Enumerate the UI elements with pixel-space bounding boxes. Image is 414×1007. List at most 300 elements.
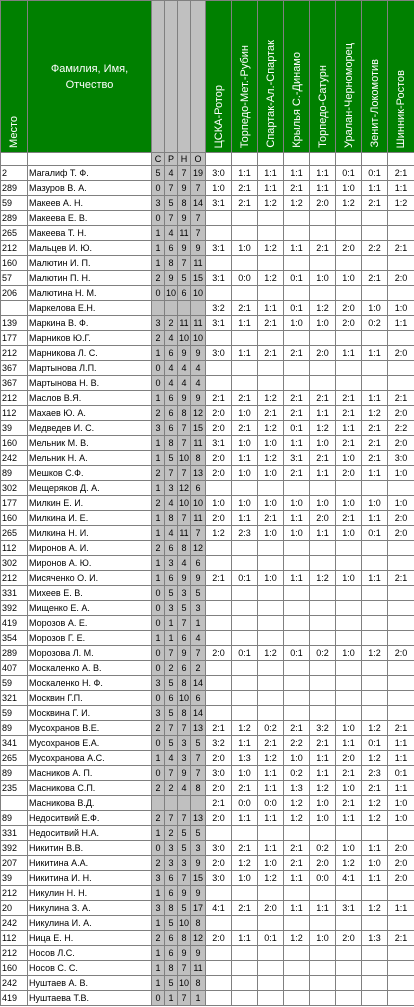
place-cell: 392 — [1, 601, 28, 616]
stat-cell: 10 — [178, 496, 191, 511]
prediction-cell — [206, 361, 232, 376]
prediction-cell — [258, 256, 284, 271]
prediction-cell — [206, 661, 232, 676]
table-row — [1, 361, 414, 376]
prediction-cell — [388, 676, 414, 691]
table-row — [1, 391, 414, 406]
prediction-cell: 2:0 — [206, 751, 232, 766]
prediction-cell: 2:1 — [206, 571, 232, 586]
stat-cell: 11 — [191, 511, 206, 526]
prediction-cell: 2:1 — [284, 391, 310, 406]
prediction-cell — [310, 826, 336, 841]
stat-cell: 1 — [152, 631, 165, 646]
prediction-cell: 0:2 — [284, 766, 310, 781]
prediction-cell — [362, 556, 388, 571]
table-row — [1, 961, 414, 976]
prediction-cell: 1:0 — [258, 526, 284, 541]
prediction-cell — [232, 541, 258, 556]
table-row — [1, 616, 414, 631]
prediction-cell: 1:0 — [232, 436, 258, 451]
place-cell: 265 — [1, 226, 28, 241]
stat-cell: 8 — [178, 196, 191, 211]
stat-cell: 4 — [178, 376, 191, 391]
prediction-cell: 3:0 — [388, 451, 414, 466]
stat-cell — [191, 796, 206, 811]
prediction-cell — [310, 916, 336, 931]
stat-cell: 12 — [178, 481, 191, 496]
prediction-cell: 1:2 — [362, 901, 388, 916]
stat-cell: 3 — [152, 421, 165, 436]
stat-cell: 7 — [178, 811, 191, 826]
prediction-cell — [258, 286, 284, 301]
prediction-cell: 1:0 — [310, 811, 336, 826]
prediction-cell — [336, 706, 362, 721]
name-cell: Недоситвий Н.А. — [28, 826, 152, 841]
stat-cell — [178, 796, 191, 811]
prediction-cell — [232, 631, 258, 646]
prediction-cell: 1:2 — [258, 646, 284, 661]
prediction-cell — [362, 541, 388, 556]
name-cell: Недоситвий Е.Ф. — [28, 811, 152, 826]
prediction-cell: 2:3 — [362, 766, 388, 781]
prediction-cell: 2:0 — [258, 901, 284, 916]
stat-cell: 9 — [178, 571, 191, 586]
prediction-cell — [310, 706, 336, 721]
prediction-cell — [206, 946, 232, 961]
stat-label-exact: Р — [165, 153, 178, 166]
name-cell: Махаев Ю. А. — [28, 406, 152, 421]
prediction-cell: 2:1 — [232, 301, 258, 316]
prediction-cell: 1:2 — [258, 421, 284, 436]
prediction-cell — [336, 601, 362, 616]
prediction-cell — [232, 286, 258, 301]
prediction-cell — [388, 616, 414, 631]
prediction-cell — [232, 586, 258, 601]
place-cell: 419 — [1, 616, 28, 631]
prediction-cell: 1:1 — [362, 181, 388, 196]
prediction-cell — [310, 886, 336, 901]
table-row — [1, 931, 414, 946]
prediction-cell — [388, 991, 414, 1006]
table-row — [1, 211, 414, 226]
stat-cell — [191, 301, 206, 316]
table-row — [1, 451, 414, 466]
stat-cell: 5 — [165, 706, 178, 721]
stat-cell: 3 — [152, 871, 165, 886]
prediction-cell — [206, 376, 232, 391]
prediction-cell: 0:1 — [284, 301, 310, 316]
place-cell: 367 — [1, 376, 28, 391]
match-header: Торпедо-Мет.-Рубин — [232, 1, 258, 153]
stat-cell: 7 — [191, 211, 206, 226]
stat-cell: 7 — [165, 811, 178, 826]
prediction-cell: 1:1 — [258, 781, 284, 796]
prediction-cell — [336, 586, 362, 601]
prediction-cell: 1:2 — [310, 571, 336, 586]
table-row — [1, 511, 414, 526]
prediction-cell: 1:1 — [284, 166, 310, 181]
prediction-cell: 1:0 — [362, 856, 388, 871]
prediction-cell: 2:1 — [258, 511, 284, 526]
prediction-cell — [284, 211, 310, 226]
stat-cell: 3 — [152, 901, 165, 916]
name-cell: Макеева Т. Н. — [28, 226, 152, 241]
name-cell: Милкин Е. И. — [28, 496, 152, 511]
prediction-cell: 1:2 — [362, 751, 388, 766]
prediction-cell — [362, 631, 388, 646]
stat-cell: 8 — [178, 931, 191, 946]
stat-cell: 0 — [152, 646, 165, 661]
prediction-cell: 1:3 — [284, 781, 310, 796]
prediction-cell: 2:1 — [232, 901, 258, 916]
prediction-cell: 1:1 — [336, 736, 362, 751]
prediction-cell — [232, 376, 258, 391]
place-cell: 302 — [1, 481, 28, 496]
name-cell: Носов С. С. — [28, 961, 152, 976]
prediction-cell: 3:2 — [206, 736, 232, 751]
stat-cell: 9 — [178, 646, 191, 661]
stat-cell: 9 — [191, 886, 206, 901]
prediction-cell — [336, 961, 362, 976]
prediction-cell: 1:0 — [258, 856, 284, 871]
prediction-cell: 1:0 — [388, 466, 414, 481]
name-cell: Масникова В.Д. — [28, 796, 152, 811]
name-cell: Ница Е. Н. — [28, 931, 152, 946]
name-cell: Мещеряков Д. А. — [28, 481, 152, 496]
prediction-cell — [232, 676, 258, 691]
prediction-cell: 1:2 — [258, 271, 284, 286]
prediction-cell: 2:0 — [336, 241, 362, 256]
prediction-cell — [388, 706, 414, 721]
prediction-cell: 0:1 — [232, 646, 258, 661]
place-cell: 235 — [1, 781, 28, 796]
prediction-cell: 2:1 — [232, 781, 258, 796]
stat-cell: 0 — [152, 601, 165, 616]
prediction-cell: 1:0 — [336, 451, 362, 466]
name-cell: Медведев И. С. — [28, 421, 152, 436]
place-cell — [1, 301, 28, 316]
prediction-cell — [310, 961, 336, 976]
prediction-cell: 2:0 — [388, 346, 414, 361]
name-cell: Маслов В.Я. — [28, 391, 152, 406]
table-row — [1, 721, 414, 736]
prediction-cell — [336, 826, 362, 841]
prediction-cell: 2:1 — [284, 721, 310, 736]
prediction-cell: 1:2 — [362, 406, 388, 421]
place-cell: 289 — [1, 211, 28, 226]
stat-cell: 9 — [178, 886, 191, 901]
prediction-cell: 1:1 — [258, 181, 284, 196]
prediction-cell — [336, 256, 362, 271]
stat-cell: 7 — [178, 616, 191, 631]
prediction-cell: 1:2 — [310, 301, 336, 316]
stat-cell: 9 — [178, 946, 191, 961]
place-cell: 242 — [1, 916, 28, 931]
stat-cell — [165, 796, 178, 811]
table-row — [1, 181, 414, 196]
prediction-cell: 2:0 — [388, 406, 414, 421]
prediction-cell: 0:2 — [310, 841, 336, 856]
prediction-cell — [258, 916, 284, 931]
prediction-cell: 2:0 — [388, 271, 414, 286]
stat-cell: 10 — [191, 286, 206, 301]
table-row — [1, 841, 414, 856]
prediction-cell — [310, 601, 336, 616]
stat-cell: 2 — [152, 466, 165, 481]
place-cell: 341 — [1, 736, 28, 751]
stat-cell: 4 — [178, 556, 191, 571]
stat-cell: 8 — [191, 916, 206, 931]
stat-cell: 5 — [191, 826, 206, 841]
prediction-cell: 2:1 — [388, 391, 414, 406]
name-cell: Никитин В.В. — [28, 841, 152, 856]
table-row — [1, 166, 414, 181]
prediction-cell: 2:0 — [206, 811, 232, 826]
stat-cell: 13 — [191, 811, 206, 826]
prediction-cell: 2:1 — [336, 511, 362, 526]
stat-cell: 15 — [191, 271, 206, 286]
prediction-cell: 1:1 — [362, 571, 388, 586]
prediction-cell: 3:2 — [310, 721, 336, 736]
stat-cell: 7 — [191, 766, 206, 781]
stat-cell: 1 — [165, 991, 178, 1006]
prediction-cell — [310, 976, 336, 991]
prediction-cell — [258, 601, 284, 616]
prediction-cell — [232, 916, 258, 931]
prediction-cell: 0:1 — [388, 766, 414, 781]
stat-cell: 3 — [191, 601, 206, 616]
name-cell: Милкина Н. И. — [28, 526, 152, 541]
subheader-empty — [388, 153, 414, 166]
name-cell: Малютин П. Н. — [28, 271, 152, 286]
stat-cell: 6 — [165, 931, 178, 946]
prediction-cell: 3:1 — [206, 271, 232, 286]
stat-cell: 9 — [165, 271, 178, 286]
prediction-cell — [388, 961, 414, 976]
prediction-cell: 0:0 — [310, 871, 336, 886]
stat-cell: 8 — [165, 256, 178, 271]
prediction-cell: 1:0 — [232, 406, 258, 421]
place-cell: 2 — [1, 166, 28, 181]
prediction-cell — [258, 361, 284, 376]
prediction-cell — [362, 601, 388, 616]
prediction-cell: 1:2 — [284, 931, 310, 946]
stat-cell: 10 — [165, 286, 178, 301]
stat-cell: 5 — [165, 451, 178, 466]
prediction-cell: 1:1 — [310, 526, 336, 541]
place-cell: 212 — [1, 241, 28, 256]
prediction-cell: 1:1 — [310, 166, 336, 181]
prediction-cell: 2:1 — [362, 271, 388, 286]
prediction-cell: 2:1 — [258, 736, 284, 751]
place-cell: 212 — [1, 346, 28, 361]
stat-cell: 8 — [191, 451, 206, 466]
stat-cell: 8 — [165, 961, 178, 976]
stat-cell: 4 — [165, 331, 178, 346]
prediction-cell: 1:1 — [232, 931, 258, 946]
prediction-cell — [336, 211, 362, 226]
prediction-cell — [206, 481, 232, 496]
stat-cell: 1 — [152, 241, 165, 256]
place-cell: 160 — [1, 961, 28, 976]
prediction-cell: 2:1 — [284, 856, 310, 871]
prediction-cell — [232, 976, 258, 991]
prediction-cell — [284, 691, 310, 706]
table-row — [1, 976, 414, 991]
prediction-cell: 1:0 — [336, 841, 362, 856]
prediction-cell — [362, 826, 388, 841]
prediction-cell — [206, 691, 232, 706]
prediction-cell: 1:0 — [258, 571, 284, 586]
prediction-cell: 1:0 — [310, 931, 336, 946]
stat-cell: 2 — [152, 406, 165, 421]
name-cell: Магалиф Т. Ф. — [28, 166, 152, 181]
prediction-cell — [388, 211, 414, 226]
stat-cell: 9 — [178, 181, 191, 196]
prediction-cell: 1:1 — [232, 811, 258, 826]
stat-cell: 2 — [152, 931, 165, 946]
name-cell: Макеев А. Н. — [28, 196, 152, 211]
prediction-cell — [258, 586, 284, 601]
stat-cell: 5 — [191, 736, 206, 751]
place-cell: 265 — [1, 526, 28, 541]
subheader-empty — [28, 153, 152, 166]
prediction-cell: 1:1 — [336, 421, 362, 436]
prediction-cell: 2:0 — [310, 511, 336, 526]
prediction-cell: 2:0 — [336, 466, 362, 481]
prediction-cell — [310, 691, 336, 706]
name-cell: Маркина В. Ф. — [28, 316, 152, 331]
stat-cell: 5 — [165, 196, 178, 211]
prediction-cell — [284, 331, 310, 346]
prediction-cell: 1:0 — [362, 496, 388, 511]
prediction-cell: 1:2 — [284, 811, 310, 826]
prediction-cell: 1:2 — [284, 196, 310, 211]
prediction-cell: 1:1 — [232, 346, 258, 361]
stat-cell: 7 — [178, 166, 191, 181]
prediction-cell: 2:1 — [388, 241, 414, 256]
stat-cell: 10 — [178, 331, 191, 346]
prediction-cell: 0:2 — [362, 316, 388, 331]
stat-cell: 0 — [152, 211, 165, 226]
table-row — [1, 271, 414, 286]
prediction-cell — [362, 676, 388, 691]
stat-cell: 9 — [178, 346, 191, 361]
prediction-cell — [388, 691, 414, 706]
prediction-cell: 1:2 — [258, 751, 284, 766]
stat-cell: 7 — [165, 646, 178, 661]
prediction-cell: 1:1 — [310, 766, 336, 781]
prediction-cell: 1:1 — [232, 451, 258, 466]
prediction-cell — [232, 556, 258, 571]
prediction-cell — [336, 616, 362, 631]
stat-cell: 1 — [152, 511, 165, 526]
prediction-cell: 0:1 — [284, 421, 310, 436]
prediction-cell — [336, 631, 362, 646]
place-cell: 160 — [1, 256, 28, 271]
stat-cell: 1 — [152, 556, 165, 571]
prediction-cell — [388, 601, 414, 616]
table-row — [1, 421, 414, 436]
table-row — [1, 991, 414, 1006]
prediction-cell: 1:0 — [310, 436, 336, 451]
prediction-cell: 1:2 — [206, 526, 232, 541]
prediction-cell: 1:1 — [258, 166, 284, 181]
prediction-cell: 2:1 — [284, 406, 310, 421]
table-row — [1, 226, 414, 241]
prediction-cell: 1:3 — [362, 931, 388, 946]
prediction-cell: 1:0 — [258, 466, 284, 481]
place-cell: 419 — [1, 991, 28, 1006]
table-row — [1, 376, 414, 391]
stat-cell: 0 — [152, 376, 165, 391]
stat-cell: 1 — [165, 616, 178, 631]
prediction-cell — [336, 691, 362, 706]
place-cell: 207 — [1, 856, 28, 871]
name-cell: Марников Ю.Г. — [28, 331, 152, 346]
place-cell: 160 — [1, 436, 28, 451]
stat-cell: 1 — [191, 616, 206, 631]
stat-cell: 11 — [191, 256, 206, 271]
table-row — [1, 751, 414, 766]
prediction-cell — [258, 826, 284, 841]
prediction-cell: 2:1 — [284, 346, 310, 361]
name-cell: Никитина А.А. — [28, 856, 152, 871]
place-cell: 57 — [1, 271, 28, 286]
prediction-cell — [232, 601, 258, 616]
stat-cell: 4 — [178, 361, 191, 376]
stats-subheader-row — [1, 153, 414, 166]
prediction-cell: 1:1 — [362, 871, 388, 886]
stat-cell: 8 — [178, 676, 191, 691]
stat-cell: 0 — [152, 661, 165, 676]
stat-cell: 11 — [178, 316, 191, 331]
prediction-cell — [284, 661, 310, 676]
match-header: Торпедо-Сатурн — [310, 1, 336, 153]
place-cell: 89 — [1, 466, 28, 481]
prediction-cell — [284, 886, 310, 901]
prediction-cell: 2:0 — [206, 931, 232, 946]
stat-cell: 1 — [152, 436, 165, 451]
stat-cell: 4 — [165, 496, 178, 511]
subheader-empty — [258, 153, 284, 166]
table-row — [1, 601, 414, 616]
stat-label-wins: С — [152, 153, 165, 166]
prediction-cell — [206, 331, 232, 346]
prediction-cell — [284, 631, 310, 646]
prediction-cell: 1:1 — [388, 736, 414, 751]
prediction-cell: 1:1 — [388, 181, 414, 196]
prediction-cell: 3:0 — [206, 766, 232, 781]
stat-cell: 5 — [178, 901, 191, 916]
prediction-cell: 1:1 — [310, 181, 336, 196]
prediction-cell: 1:0 — [232, 496, 258, 511]
place-cell: 20 — [1, 901, 28, 916]
prediction-cell — [310, 211, 336, 226]
prediction-cell — [336, 661, 362, 676]
stat-cell: 1 — [152, 451, 165, 466]
prediction-cell: 1:1 — [284, 571, 310, 586]
prediction-cell: 3:1 — [206, 241, 232, 256]
table-row — [1, 481, 414, 496]
prediction-cell: 1:1 — [284, 511, 310, 526]
prediction-cell — [206, 916, 232, 931]
prediction-cell: 1:0 — [232, 871, 258, 886]
prediction-cell: 1:1 — [284, 436, 310, 451]
prediction-cell — [336, 376, 362, 391]
name-cell: Малютин И. П. — [28, 256, 152, 271]
table-row — [1, 826, 414, 841]
